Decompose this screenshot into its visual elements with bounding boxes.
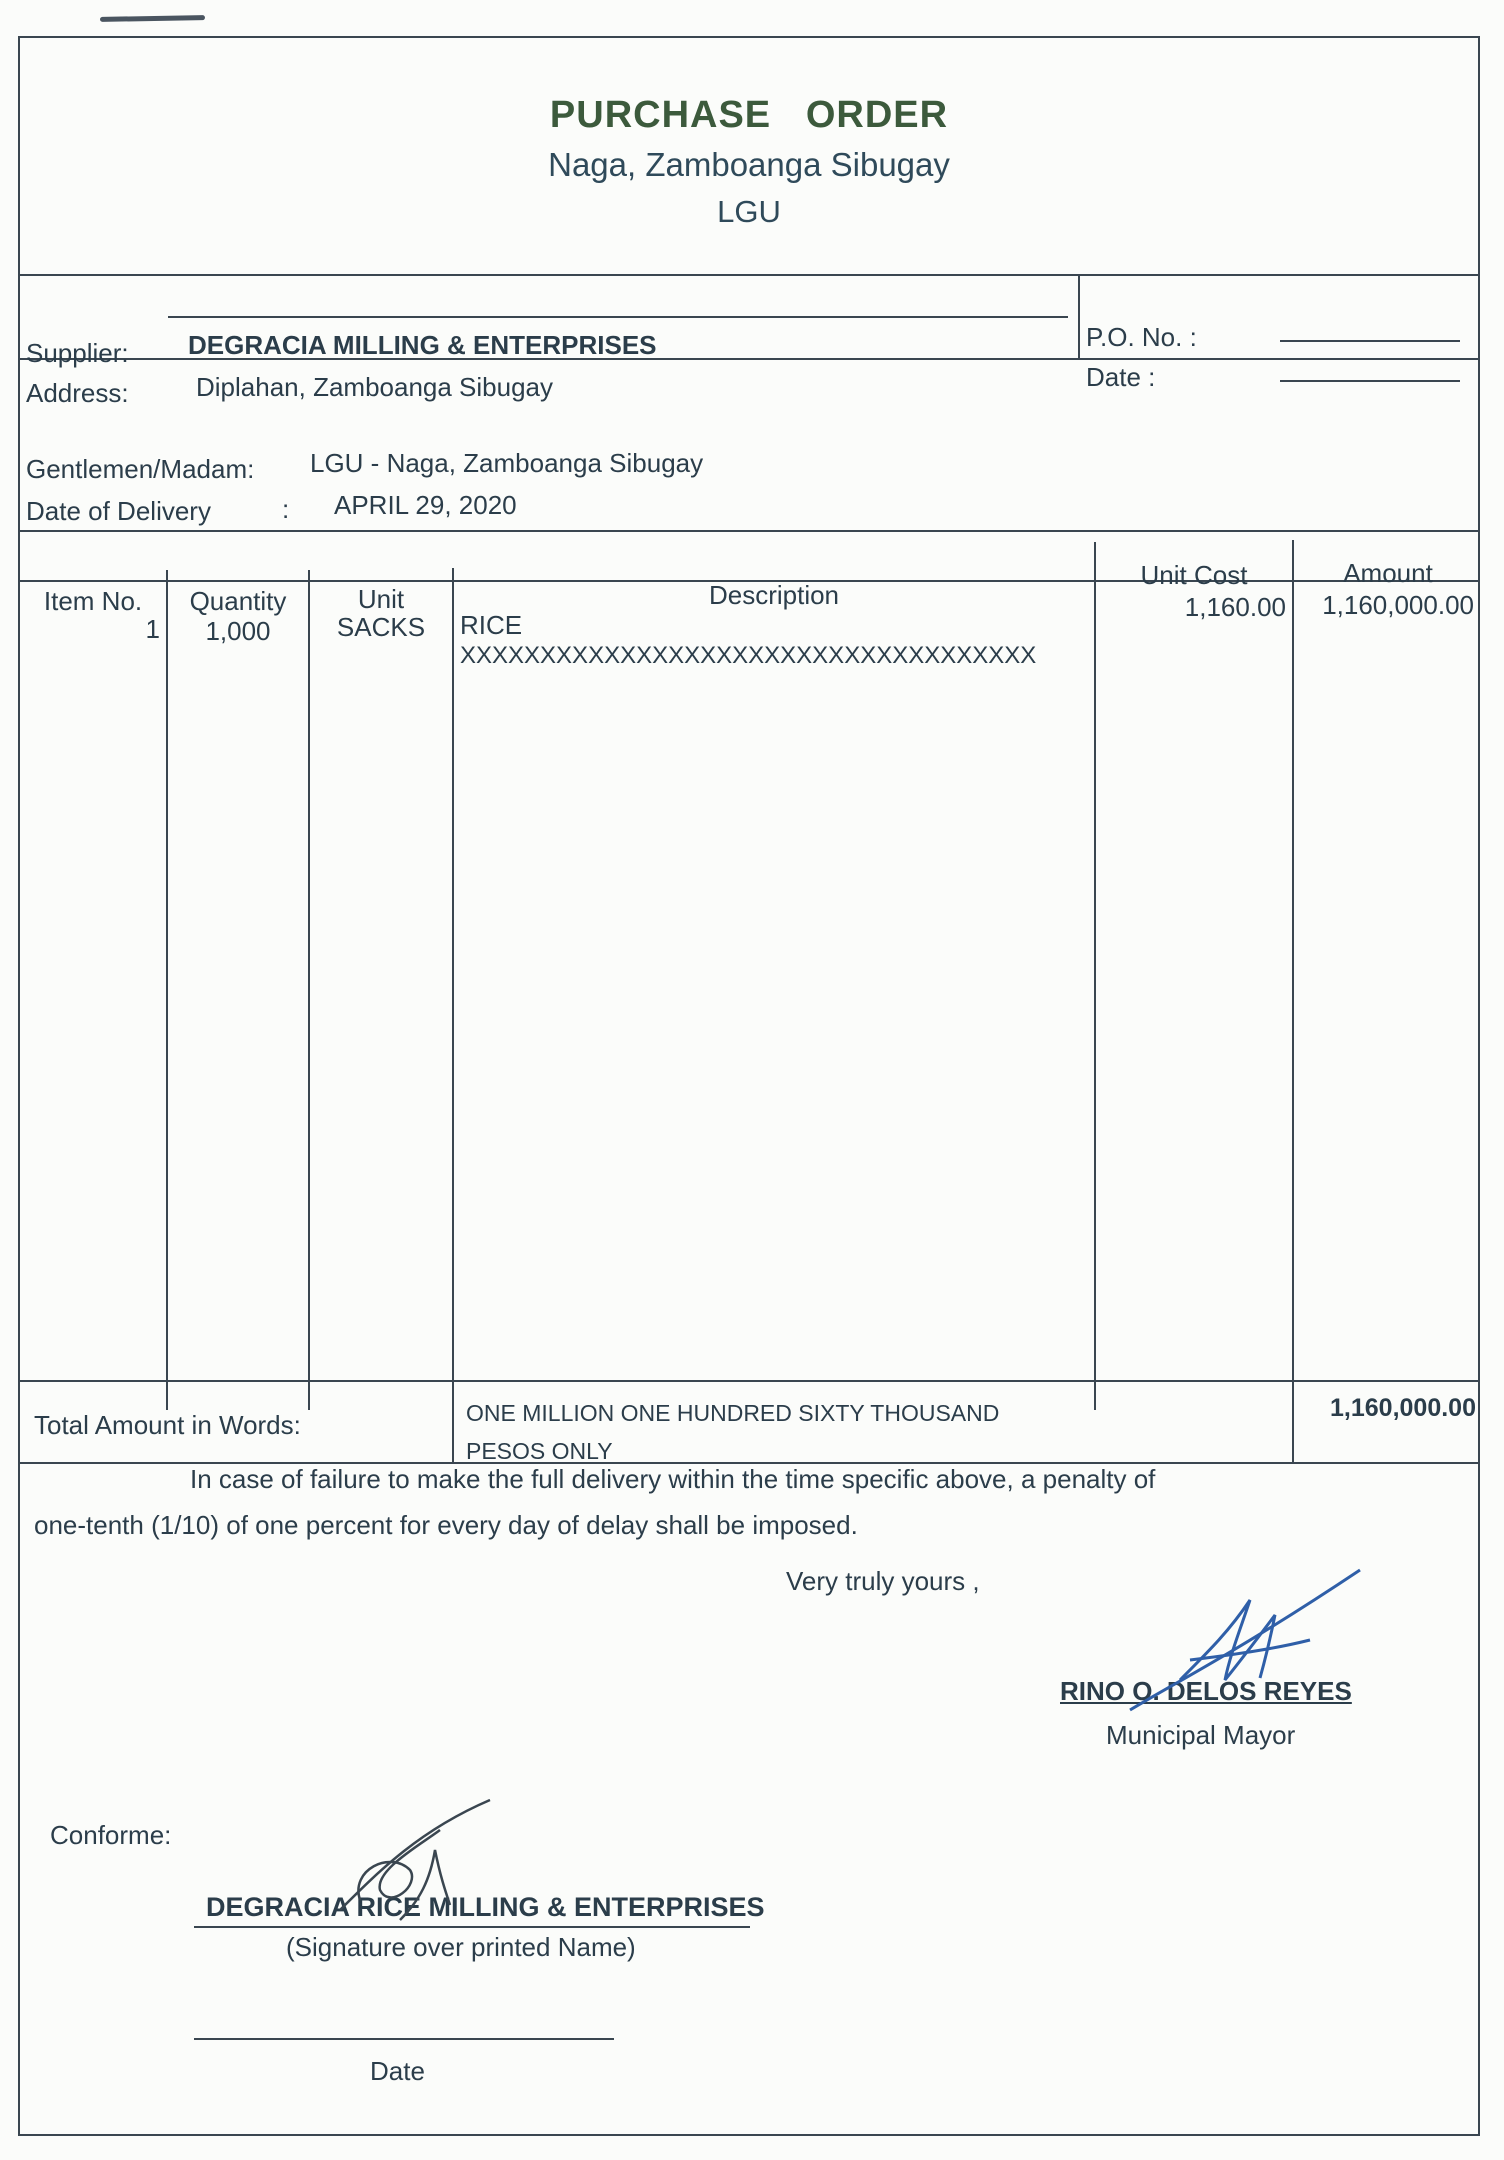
total-words-line1: ONE MILLION ONE HUNDRED SIXTY THOUSAND [466, 1400, 1000, 1426]
gentlemen-value: LGU - Naga, Zamboanga Sibugay [310, 448, 704, 478]
address-label: Address: [26, 378, 129, 408]
address-value: Diplahan, Zamboanga Sibugay [196, 372, 554, 402]
conforme-date-line[interactable] [194, 2038, 614, 2040]
col-quantity: Quantity [189, 586, 287, 616]
cell-unit: SACKS [336, 612, 426, 642]
col-divider [308, 570, 310, 1410]
delivery-label: Date of Delivery [26, 496, 211, 526]
gentlemen-label: Gentlemen/Madam: [26, 454, 255, 484]
total-words-line2: PESOS ONLY [466, 1438, 613, 1464]
supplier-label: Supplier: [26, 338, 129, 368]
supplier-divider [1078, 274, 1080, 358]
cell-item-no: 1 [145, 614, 160, 644]
total-divider [452, 1382, 454, 1462]
conforme-signature-icon [320, 1790, 500, 1940]
col-amount: Amount [1343, 558, 1433, 588]
supplier-block [20, 274, 1478, 408]
form-header [20, 38, 1478, 276]
total-words-label: Total Amount in Words: [34, 1410, 301, 1440]
conforme-date-label: Date [370, 2056, 425, 2086]
col-divider [1292, 540, 1294, 1410]
page-title: PURCHASE ORDER [549, 94, 949, 136]
col-unit: Unit [357, 584, 405, 614]
cell-description: RICE [460, 610, 523, 640]
col-divider [166, 570, 168, 1410]
total-divider [1292, 1382, 1294, 1462]
supplier-name: DEGRACIA MILLING & ENTERPRISES [188, 330, 657, 360]
scan-mark [100, 15, 205, 22]
total-amount: 1,160,000.00 [1330, 1394, 1476, 1422]
office: LGU [717, 194, 781, 229]
closing-salutation: Very truly yours , [786, 1566, 980, 1596]
purchase-order-form [18, 36, 1480, 2136]
conforme-label: Conforme: [50, 1820, 172, 1850]
col-divider [452, 568, 454, 1410]
description-filler: XXXXXXXXXXXXXXXXXXXXXXXXXXXXXXXXXXXX [460, 642, 1037, 669]
col-item-no: Item No. [43, 586, 143, 616]
supplier-underline [168, 316, 1068, 318]
mayor-signature-icon [1120, 1560, 1380, 1720]
po-number-label: P.O. No. : [1086, 322, 1197, 352]
signatory-name: RINO O. DELOS REYES [1060, 1676, 1352, 1706]
col-unit-cost: Unit Cost [1140, 560, 1248, 590]
terms-line2: one-tenth (1/10) of one percent for every day of delay shall be imposed. [34, 1510, 858, 1540]
municipality: Naga, Zamboanga Sibugay [548, 146, 950, 183]
conforme-name: DEGRACIA RICE MILLING & ENTERPRISES [206, 1892, 765, 1922]
delivery-date: APRIL 29, 2020 [334, 490, 517, 520]
addressee-block [20, 358, 1478, 532]
po-number-field[interactable] [1280, 340, 1460, 342]
date-label: Date : [1086, 362, 1156, 392]
signatory-title: Municipal Mayor [1106, 1720, 1296, 1750]
cell-unit-cost: 1,160.00 [1184, 592, 1286, 622]
col-divider [1094, 542, 1096, 1410]
terms-line1: In case of failure to make the full delivery within the time specific above, a penalty of [190, 1464, 1156, 1494]
cell-amount: 1,160,000.00 [1322, 590, 1474, 620]
total-row [20, 1380, 1478, 1464]
conforme-caption: (Signature over printed Name) [286, 1932, 636, 1962]
cell-quantity: 1,000 [205, 616, 271, 646]
items-table [20, 530, 1478, 1380]
col-description: Description [708, 580, 840, 610]
delivery-colon: : [282, 494, 290, 524]
